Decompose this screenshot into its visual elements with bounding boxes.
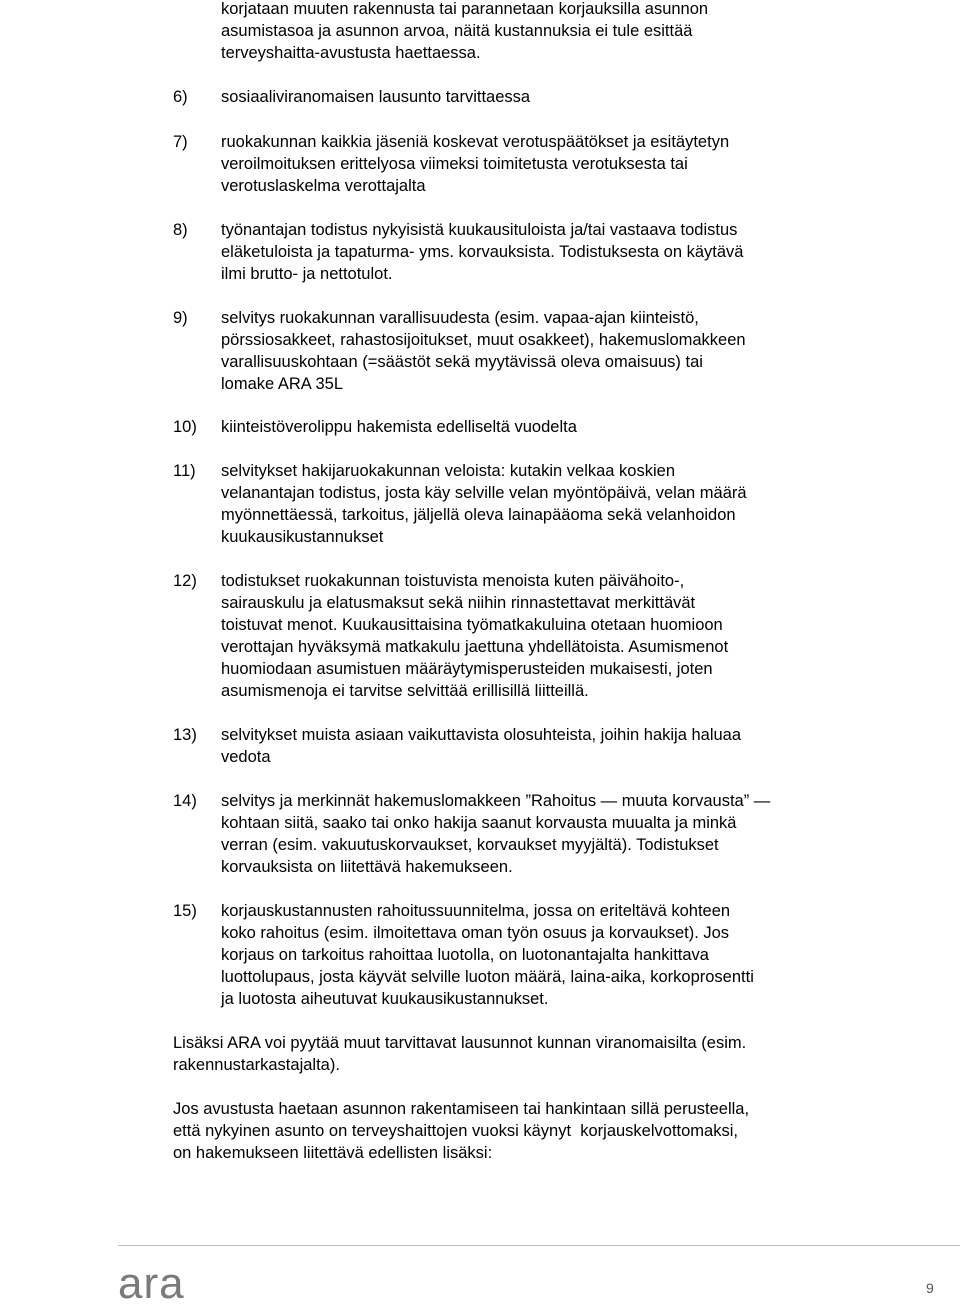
item-number: 10) bbox=[173, 418, 197, 436]
item-text: korjaus on tarkoitus rahoittaa luotolla, on luotonantajalta hankittava bbox=[221, 946, 709, 964]
page-number: 9 bbox=[926, 1280, 934, 1296]
footer-divider bbox=[118, 1245, 960, 1246]
item-text: toistuvat menot. Kuukausittaisina työmatkakuluina otetaan huomioon bbox=[221, 616, 723, 634]
item-text: pörssiosakkeet, rahastosijoitukset, muut osakkeet), hakemuslomakkeen bbox=[221, 331, 746, 349]
item-number: 6) bbox=[173, 88, 188, 106]
item-number: 14) bbox=[173, 792, 197, 810]
item-text: ruokakunnan kaikkia jäseniä koskevat verotuspäätökset ja esitäytetyn bbox=[221, 133, 730, 151]
item-text: koko rahoitus (esim. ilmoitettava oman työn osuus ja korvaukset). Jos bbox=[221, 924, 730, 942]
item-text: selvitys ruokakunnan varallisuudesta (esim. vapaa-ajan kiinteistö, bbox=[221, 309, 699, 327]
item-text: vedota bbox=[221, 748, 271, 766]
item-text: kuukausikustannukset bbox=[221, 528, 384, 546]
item-text: selvitykset hakijaruokakunnan veloista: kutakin velkaa koskien bbox=[221, 462, 675, 480]
item-text: ilmi brutto- ja nettotulot. bbox=[221, 265, 393, 283]
item-text: lomake ARA 35L bbox=[221, 375, 343, 393]
item-text: verotuslaskelma verottajalta bbox=[221, 177, 426, 195]
item-number: 9) bbox=[173, 309, 188, 327]
item-text: velanantajan todistus, josta käy selville velan myöntöpäivä, velan määrä bbox=[221, 484, 747, 502]
item-text: kohtaan siitä, saako tai onko hakija saanut korvausta muualta ja minkä bbox=[221, 814, 737, 832]
item-text: myönnettäessä, tarkoitus, jäljellä oleva lainapääoma sekä velanhoidon bbox=[221, 506, 736, 524]
item-text: luottolupaus, josta käyvät selville luoton määrä, laina-aika, korkoprosentti bbox=[221, 968, 754, 986]
item-text: korjauskustannusten rahoitussuunnitelma, jossa on eriteltävä kohteen bbox=[221, 902, 731, 920]
item-text: veroilmoituksen erittelyosa viimeksi toimitetusta verotuksesta tai bbox=[221, 155, 688, 173]
item-text: huomiodaan asumistuen määräytymisperusteiden mukaisesti, joten bbox=[221, 660, 713, 678]
paragraph-line: Jos avustusta haetaan asunnon rakentamiseen tai hankintaan sillä perusteella, bbox=[173, 1100, 750, 1118]
item-text: selvitykset muista asiaan vaikuttavista olosuhteista, joihin hakija haluaa bbox=[221, 726, 742, 744]
item-text: eläketuloista ja tapaturma- yms. korvauksista. Todistuksesta on käytävä bbox=[221, 243, 744, 261]
item-text: varallisuuskohtaan (=säästöt sekä myytävissä oleva omaisuus) tai bbox=[221, 353, 703, 371]
intro-line: asumistasoa ja asunnon arvoa, näitä kustannuksia ei tule esittää bbox=[221, 22, 693, 40]
item-text: sairauskulu ja elatusmaksut sekä niihin rinnastettavat merkittävät bbox=[221, 594, 696, 612]
item-text: verottajan hyväksymä matkakulu jaettuna yhdellätoista. Asumismenot bbox=[221, 638, 729, 656]
item-text: verran (esim. vakuutuskorvaukset, korvaukset myyjältä). Todistukset bbox=[221, 836, 719, 854]
item-text: asumismenoja ei tarvitse selvittää erillisillä liitteillä. bbox=[221, 682, 589, 700]
item-text: kiinteistöverolippu hakemista edelliseltä vuodelta bbox=[221, 418, 577, 436]
item-text: sosiaaliviranomaisen lausunto tarvittaessa bbox=[221, 88, 531, 106]
item-text: korvauksista on liitettävä hakemukseen. bbox=[221, 858, 513, 876]
paragraph-line: Lisäksi ARA voi pyytää muut tarvittavat lausunnot kunnan viranomaisilta (esim. bbox=[173, 1034, 747, 1052]
item-number: 12) bbox=[173, 572, 197, 590]
item-number: 15) bbox=[173, 902, 197, 920]
item-text: selvitys ja merkinnät hakemuslomakkeen ”Rahoitus — muuta korvausta” — bbox=[221, 792, 771, 810]
item-number: 8) bbox=[173, 221, 188, 239]
item-number: 7) bbox=[173, 133, 188, 151]
intro-line: terveyshaitta-avustusta haettaessa. bbox=[221, 44, 481, 62]
item-text: todistukset ruokakunnan toistuvista menoista kuten päivähoito-, bbox=[221, 572, 685, 590]
item-text: ja luotosta aiheutuvat kuukausikustannukset. bbox=[221, 990, 549, 1008]
item-text: työnantajan todistus nykyisistä kuukausituloista ja/tai vastaava todistus bbox=[221, 221, 738, 239]
item-number: 11) bbox=[173, 462, 196, 480]
ara-logo: ara bbox=[118, 1259, 185, 1308]
paragraph-line: rakennustarkastajalta). bbox=[173, 1056, 340, 1074]
paragraph-line: että nykyinen asunto on terveyshaittojen vuoksi käynyt korjauskelvottomaksi, bbox=[173, 1122, 738, 1140]
paragraph-line: on hakemukseen liitettävä edellisten lisäksi: bbox=[173, 1144, 493, 1162]
item-number: 13) bbox=[173, 726, 197, 744]
intro-line: korjataan muuten rakennusta tai parannetaan korjauksilla asunnon bbox=[221, 0, 709, 18]
